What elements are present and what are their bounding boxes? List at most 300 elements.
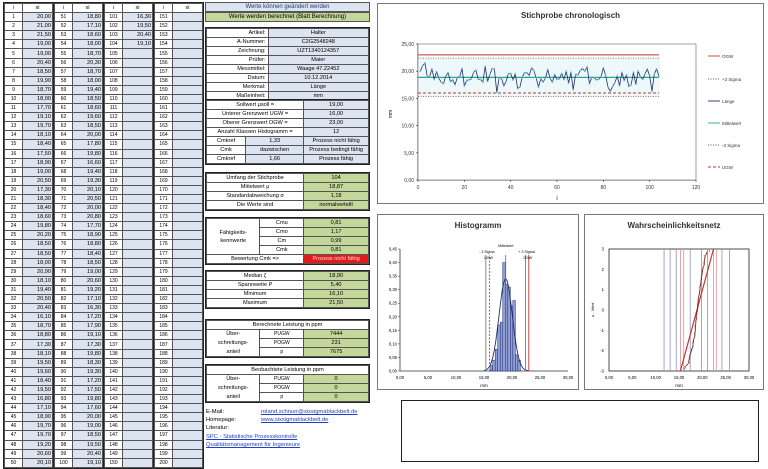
measurement-cell[interactable]: 18,50 [23,67,53,76]
measurement-cell[interactable] [123,276,153,285]
measurement-cell[interactable] [123,440,153,449]
measurement-cell[interactable]: 19,60 [73,113,103,122]
measurement-cell[interactable] [173,131,203,140]
limit-value[interactable]: 12 [304,128,369,137]
measurement-cell[interactable]: 18,10 [23,131,53,140]
histogram-chart[interactable] [377,214,579,390]
measurement-cell[interactable]: 18,40 [73,249,103,258]
measurement-cell[interactable] [173,22,203,31]
row-index: 64 [55,131,73,140]
measurement-cell[interactable] [173,85,203,94]
measurement-cell[interactable] [123,113,153,122]
measurement-cell[interactable]: 18,80 [23,331,53,340]
measurement-cell[interactable] [173,213,203,222]
measurement-cell[interactable]: 17,10 [73,295,103,304]
measurement-cell[interactable] [173,222,203,231]
measurement-cell[interactable]: 20,00 [73,131,103,140]
measurement-cell[interactable] [123,67,153,76]
table-row [155,222,203,231]
measurement-cell[interactable]: 19,70 [23,431,53,440]
table-row [55,31,103,40]
measurement-cell[interactable]: 18,60 [23,213,53,222]
measurement-cell[interactable] [123,258,153,267]
measurement-cell[interactable] [173,295,203,304]
row-index: 70 [55,185,73,194]
table-row [155,13,203,22]
measurement-cell[interactable] [123,213,153,222]
measurement-cell[interactable] [173,231,203,240]
measurement-cell[interactable] [173,340,203,349]
measurement-cell[interactable]: 19,70 [23,122,53,131]
measurement-cell[interactable]: 20,40 [23,58,53,67]
row-index: 148 [105,440,123,449]
table-row [105,404,153,413]
row-index: 23 [5,213,23,222]
measurement-cell[interactable] [123,167,153,176]
measurement-cell[interactable] [173,67,203,76]
measurement-cell[interactable]: 18,40 [23,140,53,149]
table-row [55,322,103,331]
meta-value[interactable]: Waage 47.22452 [268,65,368,74]
measurement-cell[interactable]: 20,30 [73,58,103,67]
measurement-cell[interactable]: 18,40 [23,204,53,213]
measurement-cell[interactable]: 17,10 [73,22,103,31]
measurement-cell[interactable] [173,140,203,149]
measurement-cell[interactable] [173,331,203,340]
table-row [5,213,53,222]
measurement-cell[interactable] [123,313,153,322]
measurement-cell[interactable]: 18,90 [23,158,53,167]
measurement-cell[interactable]: 20,40 [123,31,153,40]
cref-value[interactable]: 1,33 [246,137,304,146]
measurement-cell[interactable] [173,413,203,422]
measurement-cell[interactable]: 18,10 [23,276,53,285]
measurement-cell[interactable]: 18,00 [23,94,53,103]
table-row [5,258,53,267]
measurement-cell[interactable]: 19,10 [23,113,53,122]
measurement-cell[interactable]: 18,00 [23,258,53,267]
cref-value[interactable]: 1,66 [246,155,304,164]
meta-value[interactable]: Länge [268,83,368,92]
measurement-cell[interactable]: 19,30 [73,176,103,185]
row-index: 129 [105,267,123,276]
meta-value[interactable]: UZT1340124357 [268,47,368,56]
table-row [105,322,153,331]
table-row [5,58,53,67]
measurement-cell[interactable]: 20,50 [73,194,103,203]
measurement-cell[interactable] [123,149,153,158]
measurement-cell[interactable]: 16,80 [23,395,53,404]
measurement-cell[interactable] [173,240,203,249]
measurement-cell[interactable]: 18,00 [73,76,103,85]
meta-value[interactable]: Maier [268,56,368,65]
measurement-cell[interactable] [173,313,203,322]
measurement-cell[interactable]: 19,60 [23,367,53,376]
measurement-cell[interactable] [123,240,153,249]
measurement-cell[interactable] [173,431,203,440]
row-index: 163 [155,122,173,131]
table-row [55,395,103,404]
literature-link-qm[interactable]: Qualitätsmanagement für Ingenieure [206,441,301,448]
table-row [55,331,103,340]
measurement-cell[interactable]: 20,00 [73,413,103,422]
measurement-cell[interactable] [123,194,153,203]
literature-link-spc[interactable]: SPC - Statistische Prozesskontrolle [206,433,298,440]
measurement-cell[interactable]: 16,10 [23,313,53,322]
row-index: 39 [5,358,23,367]
meta-value[interactable]: mm [268,92,368,101]
measurement-cell[interactable]: 17,70 [73,222,103,231]
measurement-cell[interactable] [173,422,203,431]
row-index: 105 [105,49,123,58]
measurement-cell[interactable]: 19,20 [23,440,53,449]
measurement-cell[interactable] [173,149,203,158]
summary-value: 5,40 [304,281,369,290]
measurement-cell[interactable] [123,222,153,231]
measurement-cell[interactable] [173,31,203,40]
measurement-cell[interactable] [173,40,203,49]
limit-label: Sollwert μsoll = [207,101,304,110]
row-index: 6 [5,58,23,67]
measurement-cell[interactable] [173,249,203,258]
measurement-cell[interactable] [123,176,153,185]
measurement-cell[interactable]: 21,00 [23,22,53,31]
ppm-group-label: schreitungs- [207,339,260,348]
measurement-cell[interactable] [123,422,153,431]
measurement-cell[interactable] [173,104,203,113]
chronological-chart[interactable] [377,3,764,204]
measurement-cell[interactable]: 18,90 [23,413,53,422]
measurement-cell[interactable]: 20,80 [73,213,103,222]
measurement-cell[interactable] [173,158,203,167]
measurement-cell[interactable] [123,395,153,404]
measurement-cell[interactable] [123,204,153,213]
table-row [55,422,103,431]
row-index: 97 [55,431,73,440]
measurement-cell[interactable]: 17,30 [73,340,103,349]
measurement-cell[interactable]: 20,50 [23,176,53,185]
table-row [105,122,153,131]
measurement-cell[interactable]: 20,20 [23,231,53,240]
table-row [55,185,103,194]
measurement-cell[interactable]: 17,70 [23,104,53,113]
measurement-cell[interactable] [173,322,203,331]
row-index: 185 [155,322,173,331]
measurement-cell[interactable]: 19,00 [23,49,53,58]
measurement-cell[interactable] [173,304,203,313]
measurement-cell[interactable] [123,304,153,313]
measurement-cell[interactable]: 19,00 [23,40,53,49]
measurement-cell[interactable] [123,404,153,413]
measurement-cell[interactable]: 19,40 [73,167,103,176]
notes-textbox[interactable] [401,400,759,462]
measurement-cell[interactable]: 21,50 [23,31,53,40]
measurement-cell[interactable]: 19,70 [23,422,53,431]
measurement-cell[interactable]: 17,60 [73,404,103,413]
row-index: 91 [55,376,73,385]
measurement-cell[interactable]: 20,60 [73,276,103,285]
measurement-cell[interactable] [123,158,153,167]
row-index: 43 [5,395,23,404]
measurement-cell[interactable] [123,431,153,440]
svg-text:- 3 Sigma: - 3 Sigma [479,250,495,254]
measurement-cell[interactable]: 18,80 [73,13,103,22]
measurement-cell[interactable] [123,331,153,340]
measurement-cell[interactable]: 19,80 [23,222,53,231]
measurement-cell[interactable]: 20,40 [23,304,53,313]
measurement-cell[interactable] [123,76,153,85]
measurement-cell[interactable]: 19,00 [73,422,103,431]
row-index: 11 [5,104,23,113]
measurement-cell[interactable]: 18,00 [73,40,103,49]
row-index: 73 [55,213,73,222]
measurement-cell[interactable]: 18,50 [23,249,53,258]
measurement-cell[interactable]: 20,10 [73,185,103,194]
measurement-cell[interactable]: 17,20 [73,313,103,322]
measurement-cell[interactable] [173,367,203,376]
measurement-cell[interactable] [173,449,203,458]
limit-value[interactable]: 19,00 [304,101,369,110]
measurement-cell[interactable] [173,13,203,22]
measurement-cell[interactable]: 18,50 [73,94,103,103]
measurement-cell[interactable] [123,231,153,240]
column-header-i: i [55,4,73,13]
measurement-cell[interactable]: 18,10 [23,349,53,358]
measurement-cell[interactable]: 19,40 [73,85,103,94]
measurement-cell[interactable] [173,113,203,122]
measurement-cell[interactable]: 18,70 [23,85,53,94]
column-header-i: i [5,4,23,13]
measurement-cell[interactable]: 17,50 [73,385,103,394]
measurement-cell[interactable] [173,176,203,185]
measurement-cell[interactable] [123,367,153,376]
email-link[interactable]: roland.schnurr@sixsigmablackbelt.de [261,409,358,415]
row-index: 191 [155,376,173,385]
measurement-cell[interactable] [123,58,153,67]
row-index: 147 [105,431,123,440]
measurement-cell[interactable] [173,276,203,285]
measurement-cell[interactable] [173,185,203,194]
limit-value[interactable]: 16,00 [304,110,369,119]
measurement-cell[interactable] [123,94,153,103]
row-index: 21 [5,194,23,203]
measurement-cell[interactable]: 17,80 [73,140,103,149]
measurement-cell[interactable]: 18,50 [73,258,103,267]
measurement-cell[interactable] [123,131,153,140]
meta-value[interactable]: C2G2548248 [268,38,368,47]
measurement-cell[interactable]: 18,60 [73,104,103,113]
measurement-cell[interactable]: 19,10 [123,40,153,49]
table-row [105,258,153,267]
measurement-cell[interactable] [173,194,203,203]
column-header-i: i [155,4,173,13]
measurement-cell[interactable]: 19,50 [73,440,103,449]
row-index: 7 [5,67,23,76]
svg-text:UGW: UGW [484,256,493,260]
measurement-cell[interactable] [123,376,153,385]
measurement-cell[interactable]: 18,30 [23,194,53,203]
measurement-cell[interactable] [173,58,203,67]
measurement-cell[interactable] [173,358,203,367]
measurement-cell[interactable]: 17,30 [23,185,53,194]
row-index: 114 [105,131,123,140]
measurement-cell[interactable]: 18,90 [73,231,103,240]
table-row [55,122,103,131]
table-row [5,395,53,404]
measurement-cell[interactable] [123,295,153,304]
table-row [155,31,203,40]
row-index: 28 [5,258,23,267]
ppm-group-label: anteil [207,393,260,402]
table-row [5,222,53,231]
measurement-cell[interactable] [123,385,153,394]
measurement-cell[interactable] [123,140,153,149]
table-row [5,267,53,276]
row-index: 93 [55,395,73,404]
measurement-cell[interactable] [123,322,153,331]
measurement-cell[interactable] [123,85,153,94]
row-index: 76 [55,240,73,249]
cref-value[interactable]: dazwischen [246,146,304,155]
table-row [5,449,53,458]
row-index: 90 [55,367,73,376]
table-row [105,94,153,103]
capability-group-label [207,219,260,255]
measurement-cell[interactable] [173,404,203,413]
table-row [105,295,153,304]
measurement-cell[interactable]: 17,50 [23,149,53,158]
measurement-cell[interactable] [123,413,153,422]
meta-value[interactable]: 10.12.2014 [268,74,368,83]
ppm-group-label: Über- [207,375,260,384]
measurement-cell[interactable]: 19,00 [73,267,103,276]
measurement-cell[interactable]: 17,20 [73,376,103,385]
measurement-cell[interactable]: 18,70 [23,322,53,331]
table-row [5,431,53,440]
measurement-cell[interactable]: 18,50 [73,122,103,131]
measurement-cell[interactable]: 17,30 [23,340,53,349]
svg-text:0,00: 0,00 [604,375,614,380]
measurement-cell[interactable]: 18,70 [73,49,103,58]
table-row [105,331,153,340]
measurement-cell[interactable]: 20,40 [73,449,103,458]
column-header-xi: xi [123,4,153,13]
capability-box [205,217,370,265]
measurement-cell[interactable] [123,104,153,113]
limit-value[interactable]: 23,00 [304,119,369,128]
measurement-cell[interactable] [123,267,153,276]
row-index: 100 [55,458,73,467]
measurement-cell[interactable] [173,258,203,267]
measurement-cell[interactable]: 16,30 [73,304,103,313]
measurement-cell[interactable]: 19,10 [73,331,103,340]
measurement-cell[interactable]: 20,90 [23,267,53,276]
measurement-cell[interactable]: 19,90 [23,76,53,85]
measurement-cell[interactable]: 19,80 [73,349,103,358]
measurement-cell[interactable]: 19,10 [73,458,103,467]
measurement-cell[interactable] [123,122,153,131]
measurement-cell[interactable]: 18,50 [23,240,53,249]
measurement-cell[interactable]: 18,50 [73,431,103,440]
measurement-cell[interactable]: 20,00 [23,13,53,22]
svg-text:100: 100 [645,185,654,191]
measurement-cell[interactable]: 20,50 [23,295,53,304]
measurement-cell[interactable]: 17,10 [23,404,53,413]
column-header-i: i [105,4,123,13]
row-index: 155 [155,49,173,58]
measurement-cell[interactable] [123,358,153,367]
measurement-cell[interactable]: 20,10 [23,458,53,467]
measurement-cell[interactable]: 19,00 [23,167,53,176]
measurement-cell[interactable] [173,122,203,131]
measurement-cell[interactable]: 17,90 [73,322,103,331]
measurement-cell[interactable] [123,185,153,194]
measurement-cell[interactable]: 18,40 [23,376,53,385]
measurement-cell[interactable] [173,49,203,58]
summary-value: 18,90 [304,272,369,281]
table-row [5,204,53,213]
measurement-cell[interactable] [173,76,203,85]
measurement-cell[interactable]: 19,20 [73,285,103,294]
measurement-cell[interactable]: 16,30 [123,13,153,22]
probability-chart[interactable] [584,214,764,390]
table-row [105,104,153,113]
measurement-cell[interactable] [173,395,203,404]
measurement-cell[interactable]: 18,70 [73,67,103,76]
ppm-value: 0 [304,393,369,402]
measurement-cell[interactable]: 19,40 [23,285,53,294]
measurement-cell[interactable] [123,49,153,58]
measurement-cell[interactable] [173,204,203,213]
measurement-cell[interactable]: 20,60 [23,449,53,458]
measurement-cell[interactable]: 18,80 [73,240,103,249]
row-index: 44 [5,404,23,413]
measurement-cell[interactable]: 18,60 [73,31,103,40]
measurement-cell[interactable]: 19,50 [123,22,153,31]
measurement-cell[interactable] [123,340,153,349]
measurement-cell[interactable] [173,94,203,103]
measurement-cell[interactable] [173,349,203,358]
measurement-cell[interactable] [123,449,153,458]
measurement-cell[interactable]: 19,80 [73,149,103,158]
limit-label: Anzahl Klassen Histogramm = [207,128,304,137]
measurement-cell[interactable]: 20,00 [73,204,103,213]
measurement-cell[interactable] [173,167,203,176]
meta-value[interactable]: Halter [268,29,368,38]
measurement-cell[interactable]: 16,60 [73,158,103,167]
row-index: 56 [55,58,73,67]
measurement-cell[interactable] [173,440,203,449]
measurement-cell[interactable] [123,285,153,294]
measurement-cell[interactable] [173,267,203,276]
stat-label: Standardabweichung σ [207,192,304,201]
measurement-cell[interactable]: 19,30 [73,367,103,376]
measurement-cell[interactable]: 19,50 [23,385,53,394]
svg-text:OGW: OGW [722,54,734,59]
measurement-cell[interactable] [123,249,153,258]
measurement-cell[interactable] [173,376,203,385]
measurement-cell[interactable]: 19,80 [73,395,103,404]
measurement-cell[interactable] [173,385,203,394]
measurement-cell[interactable] [173,285,203,294]
measurement-cell[interactable] [123,349,153,358]
meta-label: Merkmal: [207,83,269,92]
homepage-link[interactable]: www.sixsigmablackbelt.de [261,417,329,424]
table-row [155,58,203,67]
measurement-cell[interactable]: 19,50 [23,358,53,367]
row-index: 159 [155,85,173,94]
measurement-cell[interactable]: 18,30 [73,358,103,367]
